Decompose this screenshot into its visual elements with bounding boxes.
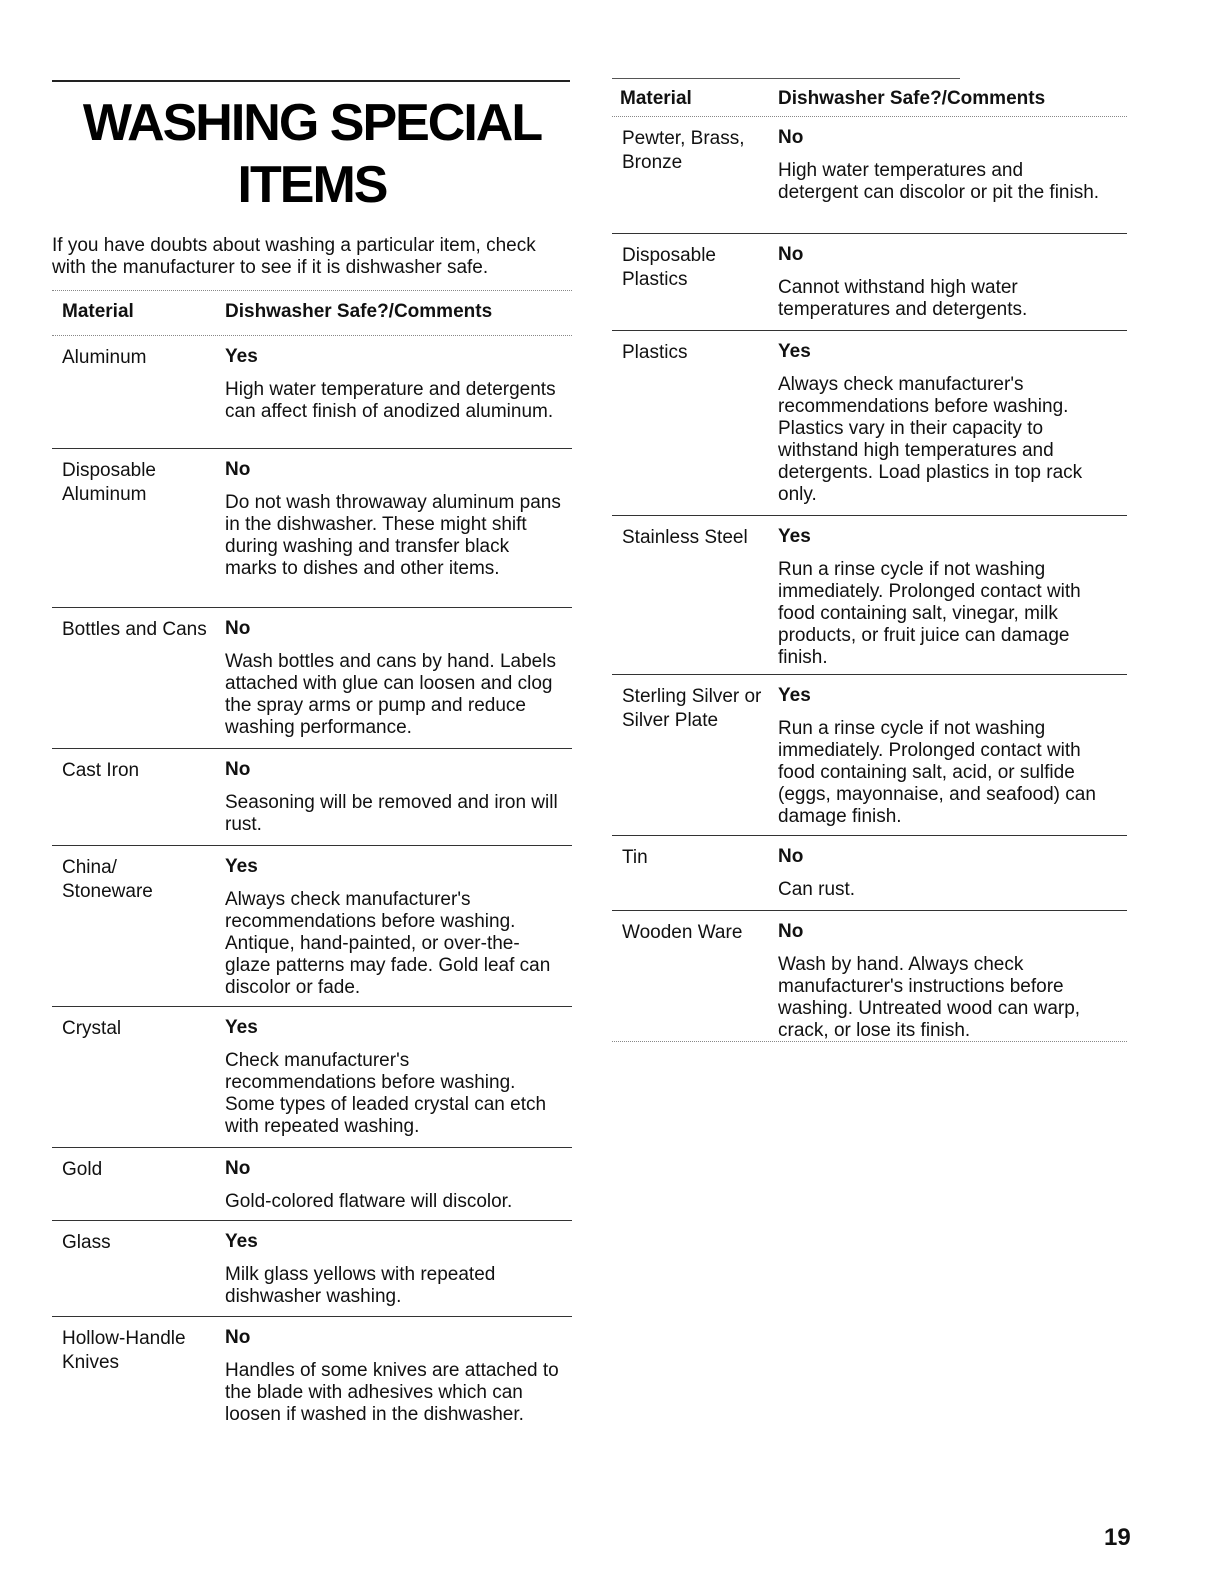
material-cell: China/ Stoneware [62, 857, 153, 902]
table-row [612, 233, 1127, 330]
material-cell: Disposable Aluminum [62, 460, 156, 505]
table-row [52, 1316, 572, 1462]
dishwasher-safe-answer: Yes [778, 526, 811, 547]
table-row [612, 835, 1127, 910]
comment-cell: Wash by hand. Always check manufacturer's instructions before washing. Untreated wood can warp, crack, or lose its finish. [778, 954, 1081, 1041]
material-cell: Bottles and Cans [62, 619, 207, 640]
table-row [52, 1006, 572, 1147]
header-comments: Dishwasher Safe?/Comments [225, 301, 493, 322]
material-cell: Cast Iron [62, 760, 140, 781]
right-rows [612, 117, 1127, 1042]
dishwasher-safe-answer: No [225, 759, 251, 780]
material-cell: Disposable Plastics [622, 245, 716, 290]
comment-cell: Always check manufacturer's recommendations before washing. Plastics vary in their capacity to withstand high temperatures and detergents. Load plastics in top rack only. [778, 374, 1083, 505]
table-row [52, 448, 572, 607]
comment-cell: High water temperatures and detergent can discolor or pit the finish. [778, 160, 1100, 203]
table-row [612, 117, 1127, 233]
comment-cell: Cannot withstand high water temperatures and detergents. [778, 277, 1028, 320]
page-title [52, 92, 572, 216]
material-cell: Gold [62, 1159, 103, 1180]
page-number: 19 [1104, 1524, 1131, 1551]
dishwasher-safe-answer: No [778, 921, 804, 942]
right-table [612, 78, 1127, 1042]
comment-cell: Always check manufacturer's recommendations before washing. Antique, hand-painted, or over-the-glaze patterns may fade. Gold leaf can discolor or fade. [225, 889, 551, 998]
dishwasher-safe-answer: Yes [225, 1231, 258, 1252]
comment-cell: Check manufacturer's recommendations before washing. Some types of leaded crystal can etch with repeated washing. [225, 1050, 547, 1137]
table-row [612, 910, 1127, 1041]
header-comments: Dishwasher Safe?/Comments [778, 88, 1046, 109]
material-cell: Sterling Silver or Silver Plate [622, 686, 762, 731]
dishwasher-safe-answer: No [778, 244, 804, 265]
table-row [612, 674, 1127, 835]
dishwasher-safe-answer: No [225, 618, 251, 639]
material-cell: Plastics [622, 342, 688, 363]
dishwasher-safe-answer: Yes [225, 1017, 258, 1038]
dishwasher-safe-answer: Yes [778, 685, 811, 706]
material-cell: Glass [62, 1232, 111, 1253]
table-header [612, 78, 1127, 117]
title-line-1: WASHING SPECIAL [82, 94, 542, 152]
comment-cell: Can rust. [778, 879, 856, 900]
dishwasher-safe-answer: No [225, 1327, 251, 1348]
comment-cell: Gold-colored flatware will discolor. [225, 1191, 513, 1212]
material-cell: Wooden Ware [622, 922, 743, 943]
left-rows [52, 336, 572, 1462]
table-row [612, 330, 1127, 515]
comment-cell: Run a rinse cycle if not washing immediately. Prolonged contact with food containing salt, acid, or sulfide (eggs, mayonnaise, and seafood) can damage finish. [778, 718, 1096, 827]
title-line-2: ITEMS [237, 156, 387, 214]
dishwasher-safe-answer: No [778, 127, 804, 148]
dishwasher-safe-answer: No [225, 459, 251, 480]
material-cell: Stainless Steel [622, 527, 748, 548]
comment-cell: Milk glass yellows with repeated dishwasher washing. [225, 1264, 496, 1307]
table-header [52, 290, 572, 336]
table-row [52, 1147, 572, 1220]
table-row [52, 607, 572, 748]
material-cell: Aluminum [62, 347, 147, 368]
comment-cell: Wash bottles and cans by hand. Labels attached with glue can loosen and clog the spray arms or pump and reduce washing performance. [225, 651, 556, 738]
table-row [612, 515, 1127, 674]
top-rule-left [52, 80, 570, 82]
dishwasher-safe-answer: No [225, 1158, 251, 1179]
dishwasher-safe-answer: Yes [225, 346, 258, 367]
table-row [52, 845, 572, 1006]
material-cell: Pewter, Brass, Bronze [622, 128, 745, 173]
comment-cell: Run a rinse cycle if not washing immediately. Prolonged contact with food containing salt, vinegar, milk products, or fruit juice can damage finish. [778, 559, 1081, 668]
material-cell: Hollow-Handle Knives [62, 1328, 186, 1373]
header-material: Material [62, 301, 134, 322]
table-row [52, 336, 572, 448]
comment-cell: Seasoning will be removed and iron will rust. [225, 792, 558, 835]
dishwasher-safe-answer: Yes [778, 341, 811, 362]
table-row [52, 748, 572, 845]
material-cell: Tin [622, 847, 648, 868]
table-row [52, 1220, 572, 1316]
comment-cell: High water temperature and detergents can affect finish of anodized aluminum. [225, 379, 556, 422]
left-table [52, 290, 572, 1462]
comment-cell: Handles of some knives are attached to the blade with adhesives which can loosen if washed in the dishwasher. [225, 1360, 559, 1425]
material-cell: Crystal [62, 1018, 122, 1039]
intro-text: If you have doubts about washing a particular item, check with the manufacturer to see if it is dishwasher safe. [52, 235, 536, 278]
dishwasher-safe-answer: Yes [225, 856, 258, 877]
header-material: Material [620, 88, 692, 109]
dishwasher-safe-answer: No [778, 846, 804, 867]
comment-cell: Do not wash throwaway aluminum pans in the dishwasher. These might shift during washing and transfer black marks to dishes and other items. [225, 492, 561, 579]
